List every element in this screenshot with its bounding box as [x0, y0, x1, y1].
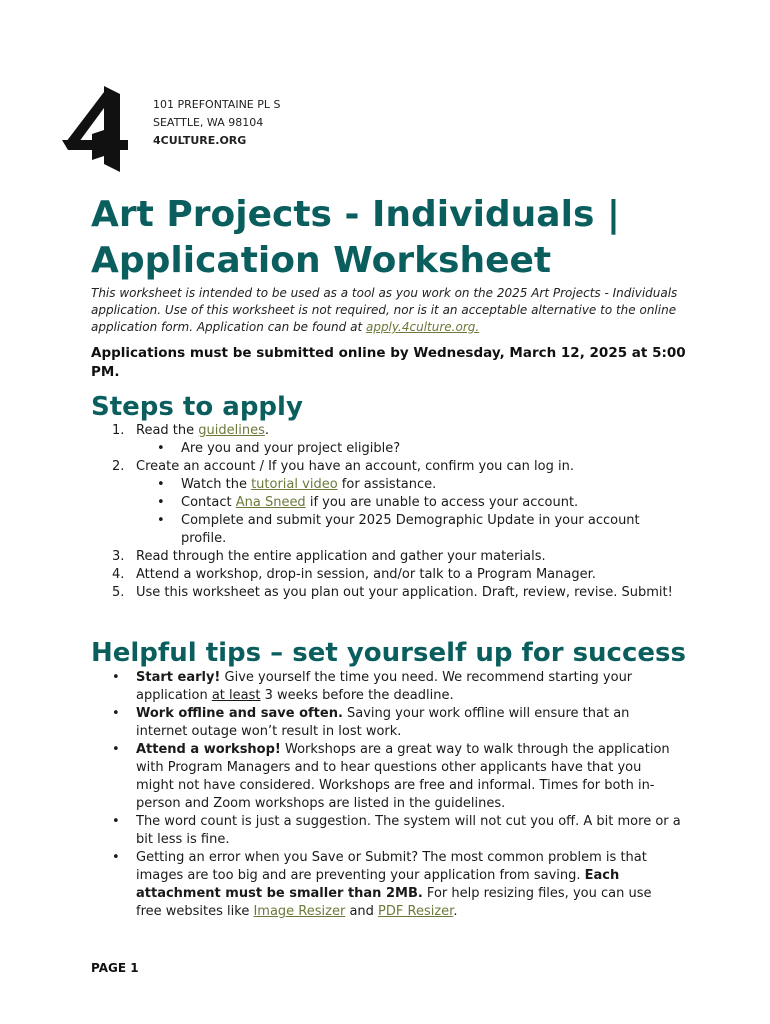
intro-paragraph: This worksheet is intended to be used as a tool as you work on the 2025 Art Projects - Individuals application. Use of this worksheet is not required, nor is it an acceptable alternative to the online application form. Application can be found at apply.4culture.org.	[91, 286, 678, 334]
deadline-notice: Applications must be submitted online by Wednesday, March 12, 2025 at 5:00 PM.	[91, 345, 686, 380]
apply-link[interactable]: apply.4culture.org.	[365, 320, 480, 334]
tips-heading: Helpful tips – set yourself up for success	[91, 638, 686, 668]
list-item: • Complete and submit your 2025 Demographic Update in your account profile.	[157, 513, 640, 546]
guidelines-link[interactable]: guidelines	[198, 423, 265, 438]
steps-heading: Steps to apply	[91, 392, 303, 422]
list-item: • Getting an error when you Save or Submit? The most common problem is that images are too big and are preventing your application from saving. Each attachment must be smaller than 2MB. For help resizing files, you can use free websites like Image Resizer and PDF Resizer.	[112, 850, 652, 919]
list-item: 4. Attend a workshop, drop-in session, and/or talk to a Program Manager.	[112, 567, 596, 582]
steps-list	[91, 422, 681, 602]
pdf-resizer-link[interactable]: PDF Resizer	[378, 904, 454, 919]
tutorial-video-link[interactable]: tutorial video	[251, 477, 338, 492]
list-item: 1. Read the guidelines.	[112, 423, 269, 438]
list-item: 2. Create an account / If you have an account, confirm you can log in.	[112, 459, 574, 474]
address-line2: SEATTLE, WA 98104	[153, 116, 264, 129]
tips-list	[91, 669, 681, 921]
list-item: • Are you and your project eligible?	[157, 441, 401, 456]
list-item: • Attend a workshop! Workshops are a great way to walk through the application with Program Managers and to hear questions other applicants have that you might not have considered. Workshops are free and informal. Times for both in-person and Zoom workshops are listed in the guidelines.	[112, 742, 670, 811]
website-text: 4CULTURE.ORG	[153, 134, 247, 147]
ana-sneed-link[interactable]: Ana Sneed	[235, 495, 306, 510]
image-resizer-link[interactable]: Image Resizer	[253, 904, 346, 919]
4culture-logo	[62, 86, 128, 172]
list-item: • Watch the tutorial video for assistance.	[157, 477, 437, 492]
list-item: • Work offline and save often. Saving your work offline will ensure that an internet outage won’t result in lost work.	[112, 706, 630, 739]
list-item: 5. Use this worksheet as you plan out your application. Draft, review, revise. Submit!	[112, 585, 673, 600]
list-item: 3. Read through the entire application and gather your materials.	[112, 549, 546, 564]
page-title: Art Projects - Individuals | Application Worksheet	[91, 194, 621, 281]
address-block	[153, 96, 280, 150]
page-number: PAGE 1	[91, 961, 139, 975]
list-item: • Contact Ana Sneed if you are unable to access your account.	[157, 495, 579, 510]
address-line1: 101 PREFONTAINE PL S	[153, 98, 281, 111]
list-item: • The word count is just a suggestion. The system will not cut you off. A bit more or a bit less is fine.	[112, 814, 681, 847]
list-item: • Start early! Give yourself the time you need. We recommend starting your application at least 3 weeks before the deadline.	[112, 670, 633, 703]
